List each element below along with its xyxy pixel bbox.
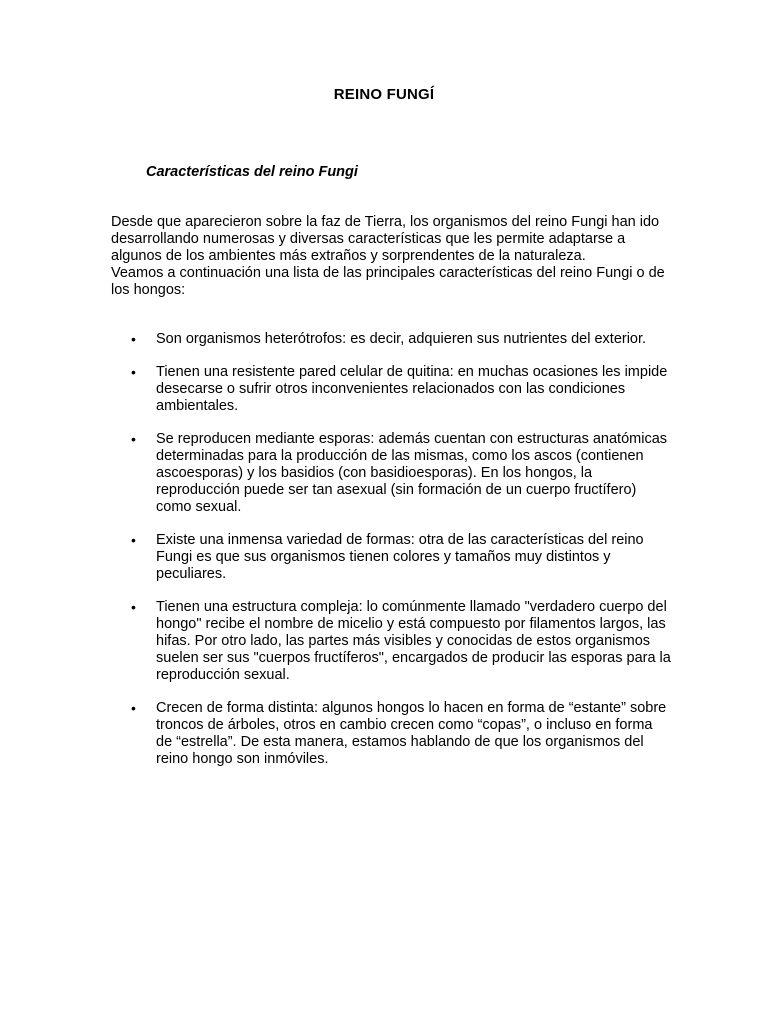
bullet-icon: • [131, 700, 136, 716]
list-item-text: Existe una inmensa variedad de formas: otra de las características del reino Fungi es que sus organismos tienen colores y tamaños muy distintos y peculiares. [156, 532, 644, 582]
list-item [111, 532, 671, 583]
list-item [111, 700, 671, 768]
document-title: REINO FUNGÍ [333, 86, 435, 103]
bullet-icon: • [131, 331, 136, 347]
list-item-text: Tienen una estructura compleja: lo comúnmente llamado "verdadero cuerpo del hongo" recibe el nombre de micelio y está compuesto por filamentos largos, las hifas. Por otro lado, las partes más visibles y conocidas de estos organismos suelen ser sus "cuerpos fructíferos", encargados de producir las esporas para la reproducción sexual. [156, 599, 671, 683]
bullet-icon: • [131, 364, 136, 380]
list-item [111, 331, 671, 348]
list-item-text: Se reproducen mediante esporas: además cuentan con estructuras anatómicas determinadas para la producción de las mismas, como los ascos (contienen ascoesporas) y los basidios (con basidioesporas). En los hongos, la reproducción puede ser tan asexual (sin formación de un cuerpo fructífero) como sexual. [156, 431, 668, 515]
list-item [111, 431, 671, 516]
list-item [111, 364, 671, 415]
document-subtitle: Características del reino Fungi [146, 164, 358, 180]
list-item-text: Tienen una resistente pared celular de quitina: en muchas ocasiones les impide desecarse o sufrir otros inconvenientes relacionados con las condiciones ambientales. [156, 364, 668, 414]
bullet-icon: • [131, 532, 136, 548]
list-item-text: Crecen de forma distinta: algunos hongos lo hacen en forma de “estante” sobre troncos de árboles, otros en cambio crecen como “copas”, o incluso en forma de “estrella”. De esta manera, estamos hablando de que los organismos del reino hongo son inmóviles. [156, 700, 667, 767]
bullet-icon: • [131, 599, 136, 615]
characteristics-list [111, 331, 671, 784]
list-item-text: Son organismos heterótrofos: es decir, adquieren sus nutrientes del exterior. [156, 331, 647, 347]
bullet-icon: • [131, 431, 136, 447]
intro-paragraph: Desde que aparecieron sobre la faz de Tierra, los organismos del reino Fungi han ido desarrollando numerosas y diversas características que les permite adaptarse a algunos de los ambientes más extraños y sorprendentes de la naturaleza. [111, 214, 660, 264]
list-item [111, 599, 671, 684]
intro-paragraph: Veamos a continuación una lista de las principales características del reino Fungi o de los hongos: [111, 265, 665, 298]
intro-section [111, 214, 671, 299]
